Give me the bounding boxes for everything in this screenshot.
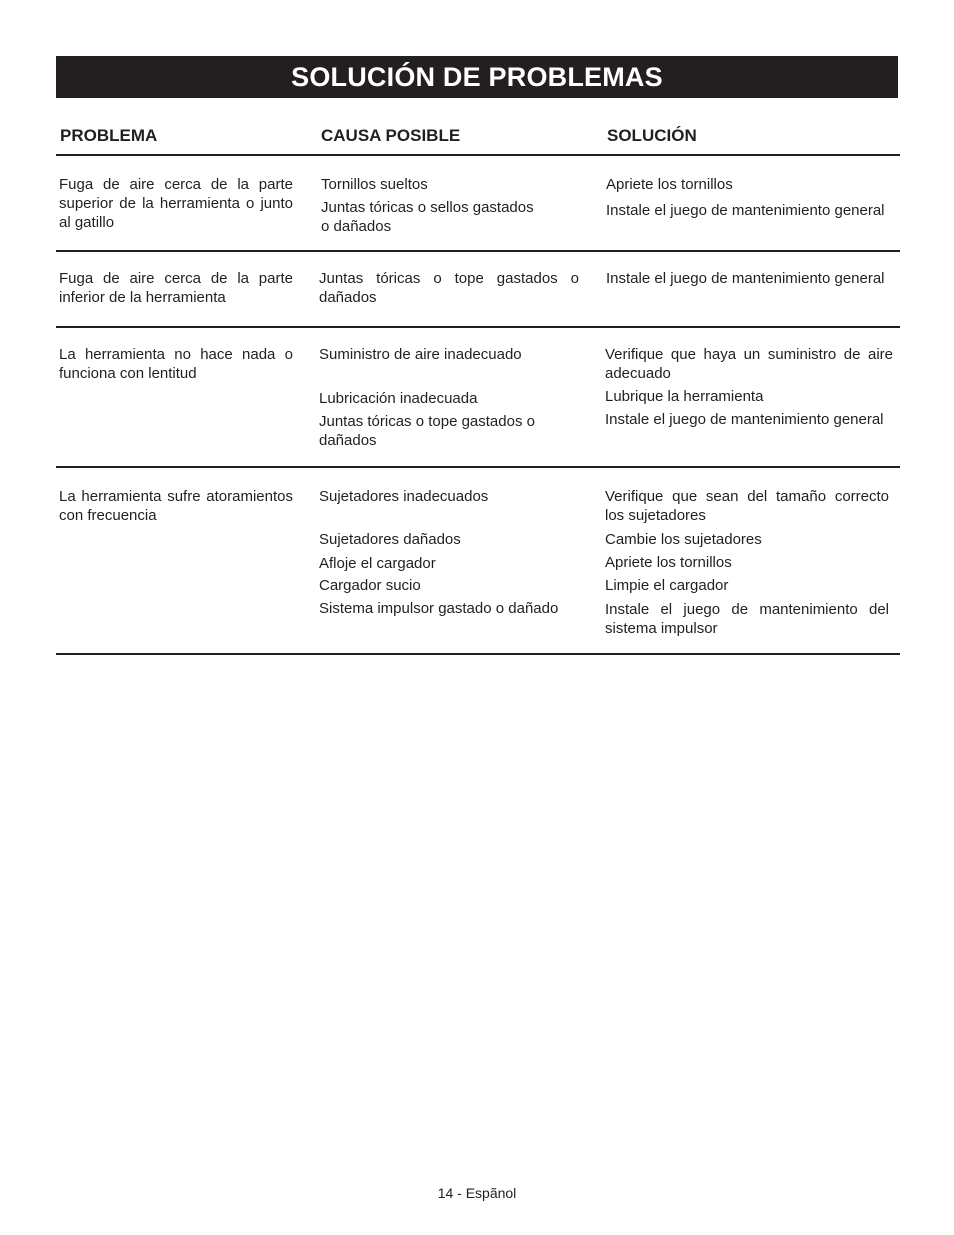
- cause-cell: [321, 175, 541, 236]
- cause-item: Sujetadores inadecuados: [319, 488, 489, 505]
- header-solution: SOLUCIÓN: [607, 126, 697, 145]
- solution-cell: [605, 345, 893, 429]
- solution-item: Instale el juego de mantenimiento general: [606, 270, 885, 287]
- problem-cell: La herramienta sufre atoramientos con frecuencia: [59, 488, 293, 524]
- solution-item: Instale el juego de mantenimiento general: [606, 202, 885, 219]
- header-problem: PROBLEMA: [60, 126, 158, 145]
- solution-cell: [605, 487, 889, 638]
- cause-cell: [319, 345, 559, 450]
- cause-item: Juntas tóricas o tope gastados o dañados: [319, 413, 535, 449]
- solution-item: Instale el juego de mantenimiento del sistema impulsor: [605, 601, 889, 637]
- cause-cell: [319, 487, 589, 618]
- cause-item: Cargador sucio: [319, 577, 421, 594]
- page-footer: 14 - Espãnol: [437, 1185, 517, 1201]
- solution-item: Verifique que sean del tamaño correcto los sujetadores: [605, 488, 889, 524]
- row-divider: [56, 326, 900, 328]
- header-cause: CAUSA POSIBLE: [321, 126, 461, 145]
- solution-cell: [606, 175, 898, 220]
- solution-item: Apriete los tornillos: [605, 554, 732, 571]
- cause-item: Afloje el cargador: [319, 555, 436, 572]
- cause-item: Sistema impulsor gastado o dañado: [319, 600, 559, 617]
- problem-cell: La herramienta no hace nada o funciona con lentitud: [59, 346, 293, 382]
- cause-item: Juntas tóricas o sellos gastados o dañados: [321, 199, 534, 235]
- row-divider: [56, 250, 900, 252]
- page-title: SOLUCIÓN DE PROBLEMAS: [56, 56, 898, 98]
- cause-item: Juntas tóricas o tope gastados o dañados: [319, 270, 579, 306]
- solution-item: Lubrique la herramienta: [605, 388, 764, 405]
- cause-item: Suministro de aire inadecuado: [319, 346, 522, 363]
- header-divider: [56, 154, 900, 156]
- solution-item: Limpie el cargador: [605, 577, 729, 594]
- table-bottom-rule: [56, 653, 900, 655]
- solution-cell: [606, 269, 898, 288]
- solution-item: Instale el juego de mantenimiento general: [605, 411, 884, 428]
- cause-item: Lubricación inadecuada: [319, 390, 478, 407]
- cause-item: Sujetadores dañados: [319, 531, 461, 548]
- solution-item: Verifique que haya un suministro de aire adecuado: [605, 346, 893, 382]
- solution-item: Apriete los tornillos: [606, 176, 733, 193]
- problem-cell: Fuga de aire cerca de la parte inferior de la herramienta: [59, 270, 293, 306]
- problem-cell: Fuga de aire cerca de la parte superior de la herramienta o junto al gatillo: [59, 176, 293, 231]
- cause-cell: [319, 269, 579, 307]
- row-divider: [56, 466, 900, 468]
- solution-item: Cambie los sujetadores: [605, 531, 762, 548]
- cause-item: Tornillos sueltos: [321, 176, 428, 193]
